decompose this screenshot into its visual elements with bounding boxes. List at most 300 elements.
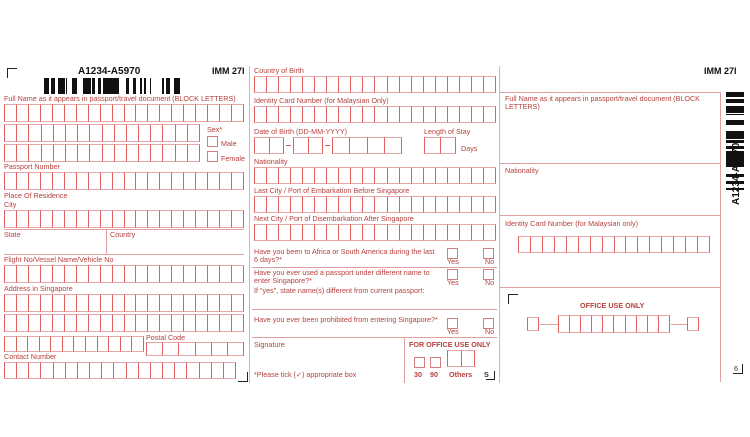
char-cell[interactable] — [64, 265, 76, 283]
char-cell[interactable] — [447, 350, 461, 367]
char-cell[interactable] — [175, 144, 187, 162]
char-cell[interactable] — [135, 210, 147, 228]
char-cell[interactable] — [183, 265, 195, 283]
char-cell[interactable] — [4, 172, 16, 190]
char-cell[interactable] — [590, 236, 602, 253]
char-cell[interactable] — [459, 196, 471, 213]
char-cell[interactable] — [76, 314, 88, 332]
char-cell[interactable] — [411, 106, 423, 123]
char-cell[interactable] — [64, 294, 76, 312]
char-cell[interactable] — [350, 76, 362, 93]
char-cell[interactable] — [411, 76, 423, 93]
stay-90-checkbox[interactable] — [430, 357, 441, 368]
char-cell[interactable] — [4, 144, 16, 162]
char-cell[interactable] — [471, 76, 483, 93]
char-cell[interactable] — [219, 210, 231, 228]
length-of-stay-boxes[interactable] — [424, 137, 456, 154]
address-boxes-2[interactable] — [4, 314, 244, 332]
char-cell[interactable] — [254, 76, 266, 93]
char-cell[interactable] — [195, 172, 207, 190]
char-cell[interactable] — [399, 224, 411, 241]
stub-office-box-left[interactable] — [527, 317, 539, 331]
char-cell[interactable] — [302, 196, 314, 213]
char-cell[interactable] — [27, 336, 39, 352]
char-cell[interactable] — [625, 236, 637, 253]
char-cell[interactable] — [362, 224, 374, 241]
char-cell[interactable] — [435, 167, 447, 184]
char-cell[interactable] — [4, 294, 16, 312]
char-cell[interactable] — [195, 314, 207, 332]
char-cell[interactable] — [100, 265, 112, 283]
char-cell[interactable] — [254, 167, 266, 184]
char-cell[interactable] — [135, 265, 147, 283]
char-cell[interactable] — [435, 106, 447, 123]
char-cell[interactable] — [138, 124, 150, 142]
char-cell[interactable] — [219, 314, 231, 332]
char-cell[interactable] — [423, 167, 435, 184]
char-cell[interactable] — [254, 196, 266, 213]
char-cell[interactable] — [100, 172, 112, 190]
identity-card-boxes[interactable] — [254, 106, 496, 123]
postal-code-boxes[interactable] — [146, 342, 244, 356]
male-checkbox[interactable] — [207, 136, 218, 147]
char-cell[interactable] — [159, 314, 171, 332]
address-boxes-3[interactable] — [4, 336, 144, 352]
char-cell[interactable] — [649, 236, 661, 253]
char-cell[interactable] — [73, 336, 85, 352]
char-cell[interactable] — [554, 236, 566, 253]
char-cell[interactable] — [124, 314, 136, 332]
address-boxes-1[interactable] — [4, 294, 244, 312]
char-cell[interactable] — [16, 294, 28, 312]
char-cell[interactable] — [28, 104, 40, 122]
char-cell[interactable] — [290, 167, 302, 184]
char-cell[interactable] — [527, 317, 539, 331]
char-cell[interactable] — [399, 76, 411, 93]
char-cell[interactable] — [423, 106, 435, 123]
char-cell[interactable] — [411, 196, 423, 213]
char-cell[interactable] — [471, 167, 483, 184]
char-cell[interactable] — [614, 236, 626, 253]
char-cell[interactable] — [362, 167, 374, 184]
char-cell[interactable] — [76, 265, 88, 283]
char-cell[interactable] — [338, 106, 350, 123]
char-cell[interactable] — [530, 236, 542, 253]
char-cell[interactable] — [423, 224, 435, 241]
char-cell[interactable] — [171, 172, 183, 190]
char-cell[interactable] — [195, 104, 207, 122]
char-cell[interactable] — [399, 106, 411, 123]
char-cell[interactable] — [266, 76, 278, 93]
char-cell[interactable] — [578, 236, 590, 253]
char-cell[interactable] — [112, 104, 124, 122]
stub-office-box-right[interactable] — [687, 317, 699, 331]
char-cell[interactable] — [88, 314, 100, 332]
char-cell[interactable] — [102, 144, 114, 162]
char-cell[interactable] — [102, 124, 114, 142]
char-cell[interactable] — [28, 362, 40, 379]
char-cell[interactable] — [135, 314, 147, 332]
dob-month-boxes[interactable] — [293, 137, 323, 154]
char-cell[interactable] — [566, 236, 578, 253]
char-cell[interactable] — [518, 236, 530, 253]
char-cell[interactable] — [88, 172, 100, 190]
char-cell[interactable] — [195, 265, 207, 283]
char-cell[interactable] — [254, 224, 266, 241]
char-cell[interactable] — [88, 294, 100, 312]
char-cell[interactable] — [41, 124, 53, 142]
char-cell[interactable] — [171, 210, 183, 228]
char-cell[interactable] — [314, 196, 326, 213]
char-cell[interactable] — [53, 362, 65, 379]
char-cell[interactable] — [326, 224, 338, 241]
char-cell[interactable] — [314, 76, 326, 93]
contact-number-boxes[interactable] — [4, 362, 236, 379]
char-cell[interactable] — [687, 317, 699, 331]
char-cell[interactable] — [126, 144, 138, 162]
char-cell[interactable] — [231, 265, 244, 283]
dob-year-boxes[interactable] — [332, 137, 402, 154]
char-cell[interactable] — [207, 314, 219, 332]
char-cell[interactable] — [89, 124, 101, 142]
char-cell[interactable] — [362, 196, 374, 213]
char-cell[interactable] — [16, 124, 28, 142]
char-cell[interactable] — [326, 106, 338, 123]
char-cell[interactable] — [40, 294, 52, 312]
char-cell[interactable] — [227, 342, 244, 356]
char-cell[interactable] — [178, 342, 194, 356]
char-cell[interactable] — [62, 336, 74, 352]
char-cell[interactable] — [150, 144, 162, 162]
char-cell[interactable] — [112, 210, 124, 228]
char-cell[interactable] — [374, 106, 386, 123]
char-cell[interactable] — [183, 210, 195, 228]
char-cell[interactable] — [108, 336, 120, 352]
char-cell[interactable] — [28, 124, 40, 142]
char-cell[interactable] — [207, 210, 219, 228]
char-cell[interactable] — [207, 172, 219, 190]
char-cell[interactable] — [423, 196, 435, 213]
char-cell[interactable] — [4, 362, 16, 379]
char-cell[interactable] — [4, 336, 16, 352]
char-cell[interactable] — [77, 362, 89, 379]
char-cell[interactable] — [112, 294, 124, 312]
char-cell[interactable] — [219, 294, 231, 312]
stub-identity-card-boxes[interactable] — [518, 236, 710, 253]
char-cell[interactable] — [112, 265, 124, 283]
char-cell[interactable] — [647, 315, 658, 333]
char-cell[interactable] — [76, 294, 88, 312]
char-cell[interactable] — [89, 362, 101, 379]
char-cell[interactable] — [290, 106, 302, 123]
char-cell[interactable] — [16, 265, 28, 283]
char-cell[interactable] — [171, 104, 183, 122]
char-cell[interactable] — [459, 106, 471, 123]
char-cell[interactable] — [147, 210, 159, 228]
char-cell[interactable] — [131, 336, 144, 352]
char-cell[interactable] — [661, 236, 673, 253]
char-cell[interactable] — [602, 236, 614, 253]
char-cell[interactable] — [50, 336, 62, 352]
char-cell[interactable] — [384, 137, 402, 154]
char-cell[interactable] — [65, 124, 77, 142]
char-cell[interactable] — [183, 294, 195, 312]
char-cell[interactable] — [658, 315, 670, 333]
char-cell[interactable] — [302, 106, 314, 123]
char-cell[interactable] — [40, 362, 52, 379]
char-cell[interactable] — [387, 224, 399, 241]
char-cell[interactable] — [65, 362, 77, 379]
char-cell[interactable] — [162, 342, 178, 356]
stay-30-checkbox[interactable] — [414, 357, 425, 368]
char-cell[interactable] — [636, 315, 647, 333]
char-cell[interactable] — [483, 167, 496, 184]
char-cell[interactable] — [673, 236, 685, 253]
char-cell[interactable] — [602, 315, 613, 333]
char-cell[interactable] — [135, 104, 147, 122]
char-cell[interactable] — [308, 137, 324, 154]
char-cell[interactable] — [290, 196, 302, 213]
char-cell[interactable] — [16, 172, 28, 190]
char-cell[interactable] — [362, 76, 374, 93]
char-cell[interactable] — [77, 124, 89, 142]
char-cell[interactable] — [338, 224, 350, 241]
char-cell[interactable] — [16, 362, 28, 379]
char-cell[interactable] — [16, 144, 28, 162]
char-cell[interactable] — [367, 137, 384, 154]
char-cell[interactable] — [4, 124, 16, 142]
char-cell[interactable] — [424, 137, 440, 154]
char-cell[interactable] — [65, 144, 77, 162]
char-cell[interactable] — [97, 336, 109, 352]
char-cell[interactable] — [162, 362, 174, 379]
char-cell[interactable] — [88, 265, 100, 283]
char-cell[interactable] — [159, 172, 171, 190]
char-cell[interactable] — [207, 294, 219, 312]
char-cell[interactable] — [52, 210, 64, 228]
char-cell[interactable] — [266, 167, 278, 184]
char-cell[interactable] — [374, 224, 386, 241]
char-cell[interactable] — [211, 362, 223, 379]
char-cell[interactable] — [199, 362, 211, 379]
char-cell[interactable] — [254, 106, 266, 123]
char-cell[interactable] — [697, 236, 710, 253]
char-cell[interactable] — [591, 315, 602, 333]
char-cell[interactable] — [76, 210, 88, 228]
char-cell[interactable] — [88, 210, 100, 228]
char-cell[interactable] — [147, 172, 159, 190]
char-cell[interactable] — [387, 76, 399, 93]
flight-no-boxes[interactable] — [4, 265, 244, 283]
char-cell[interactable] — [159, 265, 171, 283]
char-cell[interactable] — [53, 124, 65, 142]
char-cell[interactable] — [349, 137, 366, 154]
char-cell[interactable] — [278, 167, 290, 184]
char-cell[interactable] — [254, 137, 269, 154]
char-cell[interactable] — [293, 137, 308, 154]
char-cell[interactable] — [126, 124, 138, 142]
char-cell[interactable] — [471, 224, 483, 241]
char-cell[interactable] — [28, 144, 40, 162]
char-cell[interactable] — [4, 104, 16, 122]
last-city-boxes[interactable] — [254, 196, 496, 213]
char-cell[interactable] — [52, 294, 64, 312]
char-cell[interactable] — [124, 210, 136, 228]
dob-day-boxes[interactable] — [254, 137, 284, 154]
char-cell[interactable] — [64, 314, 76, 332]
char-cell[interactable] — [64, 172, 76, 190]
char-cell[interactable] — [174, 362, 186, 379]
char-cell[interactable] — [314, 106, 326, 123]
char-cell[interactable] — [171, 294, 183, 312]
char-cell[interactable] — [231, 104, 244, 122]
char-cell[interactable] — [459, 76, 471, 93]
char-cell[interactable] — [447, 196, 459, 213]
char-cell[interactable] — [16, 314, 28, 332]
char-cell[interactable] — [150, 124, 162, 142]
char-cell[interactable] — [223, 362, 236, 379]
char-cell[interactable] — [100, 210, 112, 228]
char-cell[interactable] — [16, 104, 28, 122]
city-boxes[interactable] — [4, 210, 244, 228]
char-cell[interactable] — [100, 104, 112, 122]
char-cell[interactable] — [266, 224, 278, 241]
stay-others-boxes[interactable] — [447, 350, 475, 367]
char-cell[interactable] — [435, 224, 447, 241]
char-cell[interactable] — [113, 362, 125, 379]
char-cell[interactable] — [332, 137, 349, 154]
char-cell[interactable] — [423, 76, 435, 93]
char-cell[interactable] — [183, 104, 195, 122]
char-cell[interactable] — [219, 265, 231, 283]
char-cell[interactable] — [625, 315, 636, 333]
char-cell[interactable] — [637, 236, 649, 253]
char-cell[interactable] — [52, 314, 64, 332]
char-cell[interactable] — [483, 76, 496, 93]
char-cell[interactable] — [16, 336, 28, 352]
char-cell[interactable] — [100, 314, 112, 332]
char-cell[interactable] — [112, 314, 124, 332]
char-cell[interactable] — [175, 124, 187, 142]
char-cell[interactable] — [186, 362, 198, 379]
char-cell[interactable] — [411, 224, 423, 241]
char-cell[interactable] — [76, 104, 88, 122]
char-cell[interactable] — [338, 76, 350, 93]
char-cell[interactable] — [147, 104, 159, 122]
char-cell[interactable] — [135, 172, 147, 190]
char-cell[interactable] — [162, 124, 174, 142]
char-cell[interactable] — [28, 172, 40, 190]
char-cell[interactable] — [278, 106, 290, 123]
char-cell[interactable] — [211, 342, 227, 356]
char-cell[interactable] — [39, 336, 51, 352]
char-cell[interactable] — [41, 144, 53, 162]
char-cell[interactable] — [302, 167, 314, 184]
stub-office-boxes[interactable] — [558, 315, 670, 333]
char-cell[interactable] — [387, 196, 399, 213]
char-cell[interactable] — [159, 294, 171, 312]
char-cell[interactable] — [461, 350, 476, 367]
char-cell[interactable] — [685, 236, 697, 253]
char-cell[interactable] — [53, 144, 65, 162]
char-cell[interactable] — [302, 224, 314, 241]
char-cell[interactable] — [124, 104, 136, 122]
char-cell[interactable] — [440, 137, 457, 154]
char-cell[interactable] — [52, 265, 64, 283]
next-city-boxes[interactable] — [254, 224, 496, 241]
char-cell[interactable] — [231, 314, 244, 332]
char-cell[interactable] — [114, 144, 126, 162]
char-cell[interactable] — [28, 314, 40, 332]
char-cell[interactable] — [399, 196, 411, 213]
full-name-boxes-3[interactable] — [4, 144, 200, 162]
char-cell[interactable] — [171, 265, 183, 283]
char-cell[interactable] — [4, 314, 16, 332]
char-cell[interactable] — [76, 172, 88, 190]
char-cell[interactable] — [40, 104, 52, 122]
char-cell[interactable] — [278, 224, 290, 241]
char-cell[interactable] — [219, 172, 231, 190]
char-cell[interactable] — [183, 314, 195, 332]
char-cell[interactable] — [28, 210, 40, 228]
char-cell[interactable] — [278, 76, 290, 93]
char-cell[interactable] — [471, 106, 483, 123]
char-cell[interactable] — [195, 342, 211, 356]
char-cell[interactable] — [338, 167, 350, 184]
char-cell[interactable] — [231, 210, 244, 228]
char-cell[interactable] — [483, 196, 496, 213]
char-cell[interactable] — [350, 196, 362, 213]
char-cell[interactable] — [231, 294, 244, 312]
char-cell[interactable] — [162, 144, 174, 162]
char-cell[interactable] — [101, 362, 113, 379]
char-cell[interactable] — [124, 265, 136, 283]
char-cell[interactable] — [447, 106, 459, 123]
char-cell[interactable] — [362, 106, 374, 123]
full-name-boxes-2[interactable] — [4, 124, 200, 142]
char-cell[interactable] — [387, 106, 399, 123]
char-cell[interactable] — [150, 362, 162, 379]
char-cell[interactable] — [159, 104, 171, 122]
char-cell[interactable] — [338, 196, 350, 213]
char-cell[interactable] — [207, 104, 219, 122]
char-cell[interactable] — [374, 167, 386, 184]
char-cell[interactable] — [4, 210, 16, 228]
female-checkbox[interactable] — [207, 151, 218, 162]
char-cell[interactable] — [187, 124, 200, 142]
char-cell[interactable] — [120, 336, 132, 352]
char-cell[interactable] — [112, 172, 124, 190]
char-cell[interactable] — [350, 224, 362, 241]
char-cell[interactable] — [302, 76, 314, 93]
char-cell[interactable] — [350, 167, 362, 184]
char-cell[interactable] — [16, 210, 28, 228]
char-cell[interactable] — [40, 314, 52, 332]
char-cell[interactable] — [195, 210, 207, 228]
char-cell[interactable] — [159, 210, 171, 228]
full-name-boxes-1[interactable] — [4, 104, 244, 122]
char-cell[interactable] — [326, 196, 338, 213]
char-cell[interactable] — [114, 124, 126, 142]
char-cell[interactable] — [471, 196, 483, 213]
char-cell[interactable] — [64, 104, 76, 122]
char-cell[interactable] — [374, 76, 386, 93]
char-cell[interactable] — [187, 144, 200, 162]
char-cell[interactable] — [146, 342, 162, 356]
char-cell[interactable] — [459, 224, 471, 241]
char-cell[interactable] — [183, 172, 195, 190]
char-cell[interactable] — [147, 294, 159, 312]
